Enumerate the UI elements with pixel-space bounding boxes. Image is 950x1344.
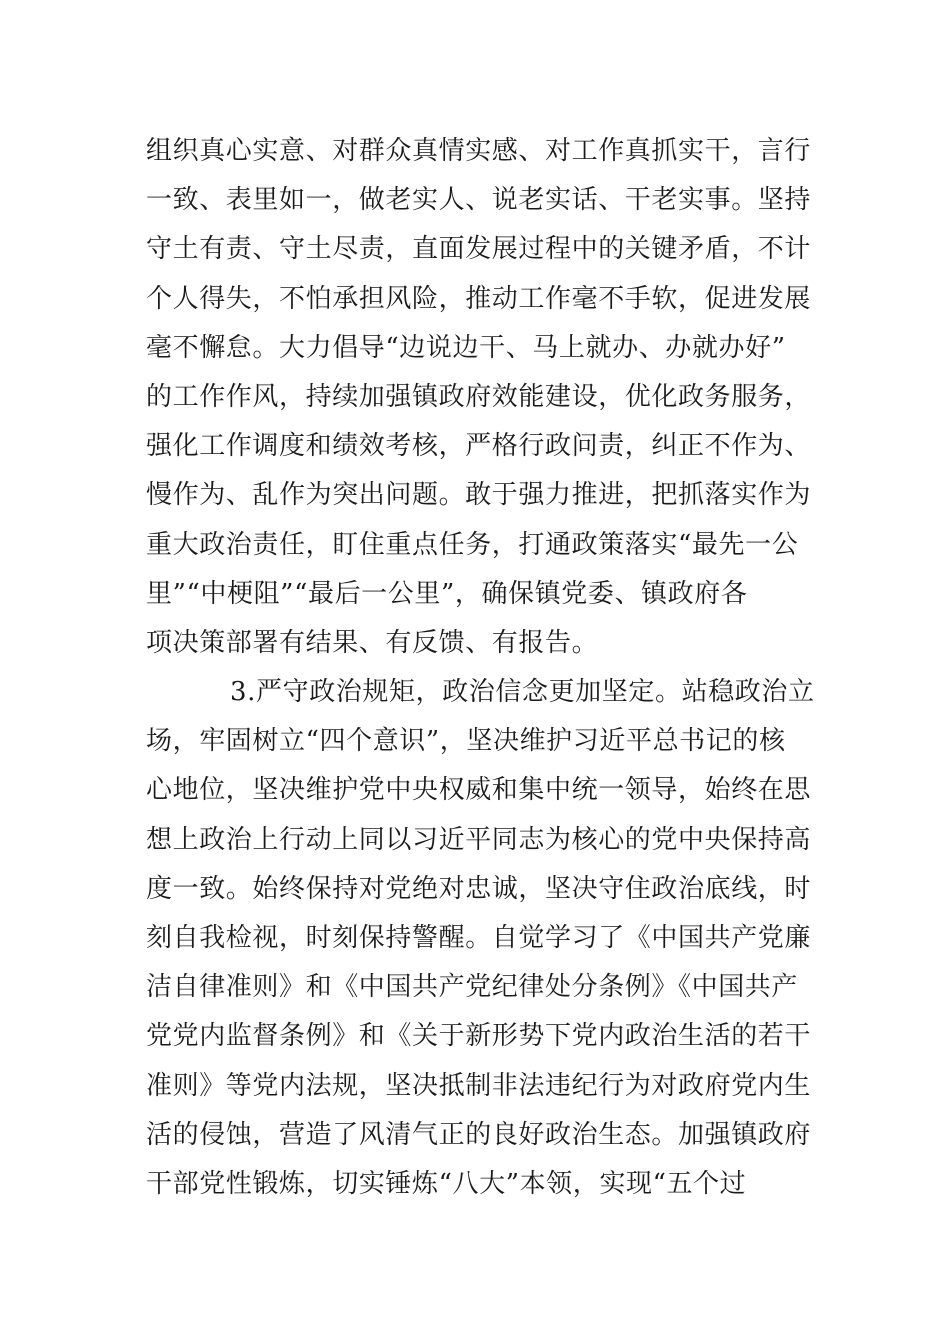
- text-line: 活的侵蚀，营造了风清气正的良好政治生态。加强镇政府: [146, 1119, 812, 1150]
- document-body: [146, 127, 816, 1209]
- text-line: 的工作作风，持续加强镇政府效能建设，优化政务服务，: [146, 381, 812, 412]
- text-line: 一致、表里如一，做老实人、说老实话、干老实事。坚持: [146, 185, 812, 216]
- text-line: 慢作为、乱作为突出问题。敢于强力推进，把抓落实作为: [146, 480, 812, 511]
- section-heading-line: 3.严守政治规矩，政治信念更加坚定。站稳政治立: [230, 677, 815, 708]
- text-line: 守土有责、守土尽责，直面发展过程中的关键矛盾，不计: [146, 234, 812, 265]
- text-line: 场，牢固树立“四个意识”，坚决维护习近平总书记的核: [146, 726, 786, 757]
- text-line: 里”“中梗阻”“最后一公里”，确保镇党委、镇政府各: [146, 578, 748, 609]
- text-line: 重大政治责任，盯住重点任务，打通政策落实“最先一公: [146, 529, 799, 560]
- text-line: 刻自我检视，时刻保持警醒。自觉学习了《中国共产党廉: [146, 923, 812, 953]
- text-line: 想上政治上行动上同以习近平同志为核心的党中央保持高: [146, 824, 812, 855]
- text-line: 个人得失，不怕承担风险，推动工作毫不手软，促进发展: [146, 283, 812, 314]
- text-line: 准则》等党内法规，坚决抵制非法违纪行为对政府党内生: [146, 1070, 812, 1101]
- text-line: 党党内监督条例》和《关于新形势下党内政治生活的若干: [146, 1021, 812, 1052]
- text-line: 度一致。始终保持对党绝对忠诚，坚决守住政治底线，时: [146, 873, 812, 904]
- text-line: 毫不懈怠。大力倡导“边说边干、马上就办、办就办好”: [146, 332, 786, 363]
- text-line: 干部党性锻炼，切实锤炼“八大”本领，实现“五个过: [146, 1168, 747, 1199]
- text-line: 组织真心实意、对群众真情实感、对工作真抓实干，言行: [146, 136, 812, 166]
- text-line: 项决策部署有结果、有反馈、有报告。: [146, 627, 599, 658]
- text-line: 心地位，坚决维护党中央权威和集中统一领导，始终在思: [146, 775, 812, 806]
- text-line: 洁自律准则》和《中国共产党纪律处分条例》《中国共产: [146, 972, 799, 1003]
- text-line: 强化工作调度和绩效考核，严格行政问责，纠正不作为、: [146, 431, 812, 462]
